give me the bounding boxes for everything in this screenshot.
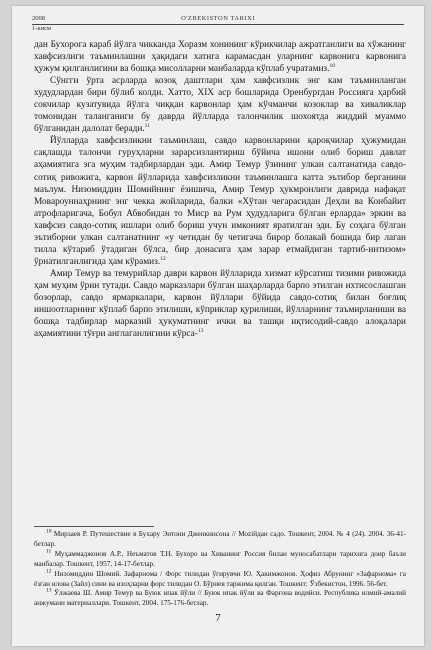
paragraph: Сўнгги ўрта асрларда козоқ даштлари ҳам хавфсизлик энг кам таъминланган худудлардан бири бўлиб колди. Хатто, XIX аср бошларида Оренбургдан Россияга ҳарбий сокчилар кузатувида йўлга чиққан карвонлар ҳам кўчманчи козоклар ва хиваликлар томонидан таланганиги бу даврда йўлларда талончилик шохоятда жиддий муаммо бўлганидан далолат беради.$^{11}$ — [34, 76, 406, 135]
header-title: O'ZBEKISTON TARIXI — [181, 15, 255, 22]
header-part: 1-кисм — [32, 25, 52, 32]
footnote-ref: 13 — [197, 328, 204, 335]
header-year: 2008 — [32, 15, 45, 22]
footnotes — [34, 530, 406, 609]
footnote: $^{10}$ Мирзаев Р. Путешествие в Бухару Энтони Дженкинсона // Моziйдан садо. Тошкент, 2004. № 4 (24). 2004. 36-41-бетлар. — [34, 528, 406, 548]
page-number: 7 — [215, 612, 221, 624]
footnote-ref: 10 — [329, 63, 335, 69]
header-rule — [32, 24, 404, 25]
footnote-divider — [34, 526, 154, 527]
footnote: $^{12}$ Низомиддин Шомий. Зафарнома / Форс тилидан ўгирувчи Ю. Ҳакимжонов. Ҳофиз Абрунинг «Зафарнома» га ёзган илова (Зайл) сини ва изоҳларни форс тилидан О. Бўриев таржима қилган. Тошкент: Ўзбекистон, 1996. 56-бет. — [34, 568, 406, 588]
main-text — [34, 39, 406, 340]
footnote: $^{11}$ Муҳаммаджонов А.Р., Неъматов Т.Н. Бухоро ва Хиванинг Россия билан муносабатлари тарихига доир баъзи манбалар. Тошкент, 1957, 14-17-бетлар. — [34, 548, 407, 568]
paragraph: Амир Темур ва темурийлар даври карвон йўлларида хизмат кўрсатиш тизими ривожида ҳам муҳим ўрин тутади. Савдо марказлари бўлган шаҳарларда барпо этилган ихтисослашган бозорлар, савдо ярмаркалари, карвон йўллари бўйида савдо-сотиқ билан боғлиқ иншоотларнинг кўплаб барпо этилиши, кўприклар қурилиши, йўлларнинг таъмирланиши ва бошқа тадбирлар марказий ҳукуматнинг ички ва ташқи иқтисодий-савдо алоқалари аҳамиятини тўғри англаганлигини кўрса-$^{13}$ — [34, 268, 406, 340]
running-header — [32, 12, 404, 38]
footnote-ref: 11 — [144, 123, 150, 130]
paragraph: Йўлларда хавфсизликни таъминлаш, савдо карвонларини қароқчилар ҳужумидан сақлашда талончи гуруҳларни зарарсизлантириш бўйича ишони олиб бориш давлат аҳамиятига эга муҳим тадбирлардан эди. Амир Темур ўзининг улкан салтанатида савдо-сотиқ ривожига, карвон йўлларида хавфсизликни таъминлашга катта эътибор берганини маълум. Низомиддин Шомийнинг ёзишича, Амир Темур ҳукмронлиги даврида нафақат Мовароуннаҳрнинг энг чекка жойларида, балки «Хўтан чегарасидан Деҳли ва Конбайит атрофларигача, Бобул Абвобидан то Миср ва Рум ҳудудларига бўлган ерларда» эркин ва хавфсиз савдо-сотиқ ишлари олиб бориш учун имконият яратилган эди. Бу соҳага бўлган эътиборни улкан салтанатнинг «у четидан бу четигача бирор болакай бошида бир лаган тилла кўтариб ўтадиган бўлса, бир донасига ҳам зарар етмайдиган тартиб-интизом» ўрнатилганлигида ҳам кўрамиз.$^{12}$ — [34, 136, 406, 267]
footnote: $^{13}$ Ўлжаева Ш. Амир Темур ва Буюк ипак йўли // Буюк ипак йўли ва Фарғона водийси. Республика илмий-амалий анжумани материаллари. Тошкент, 2004. 175-176-бетлар. — [34, 588, 407, 608]
document-page — [12, 6, 424, 646]
paragraph: дан Бухорога караб йўлга чикканда Хоразм хонининг кўрикчилар ажратганлиги ва хўжанинг хавфсизлиги таъминлашни ҳақидаги хатига карамасдан уларнинг карвонига карвонига ҳужум қилганлигини ва бошқа мисолларни манбаларда кўплаб учратамиз.$^{10}$ — [34, 40, 406, 75]
footnote-ref: 12 — [160, 255, 166, 262]
